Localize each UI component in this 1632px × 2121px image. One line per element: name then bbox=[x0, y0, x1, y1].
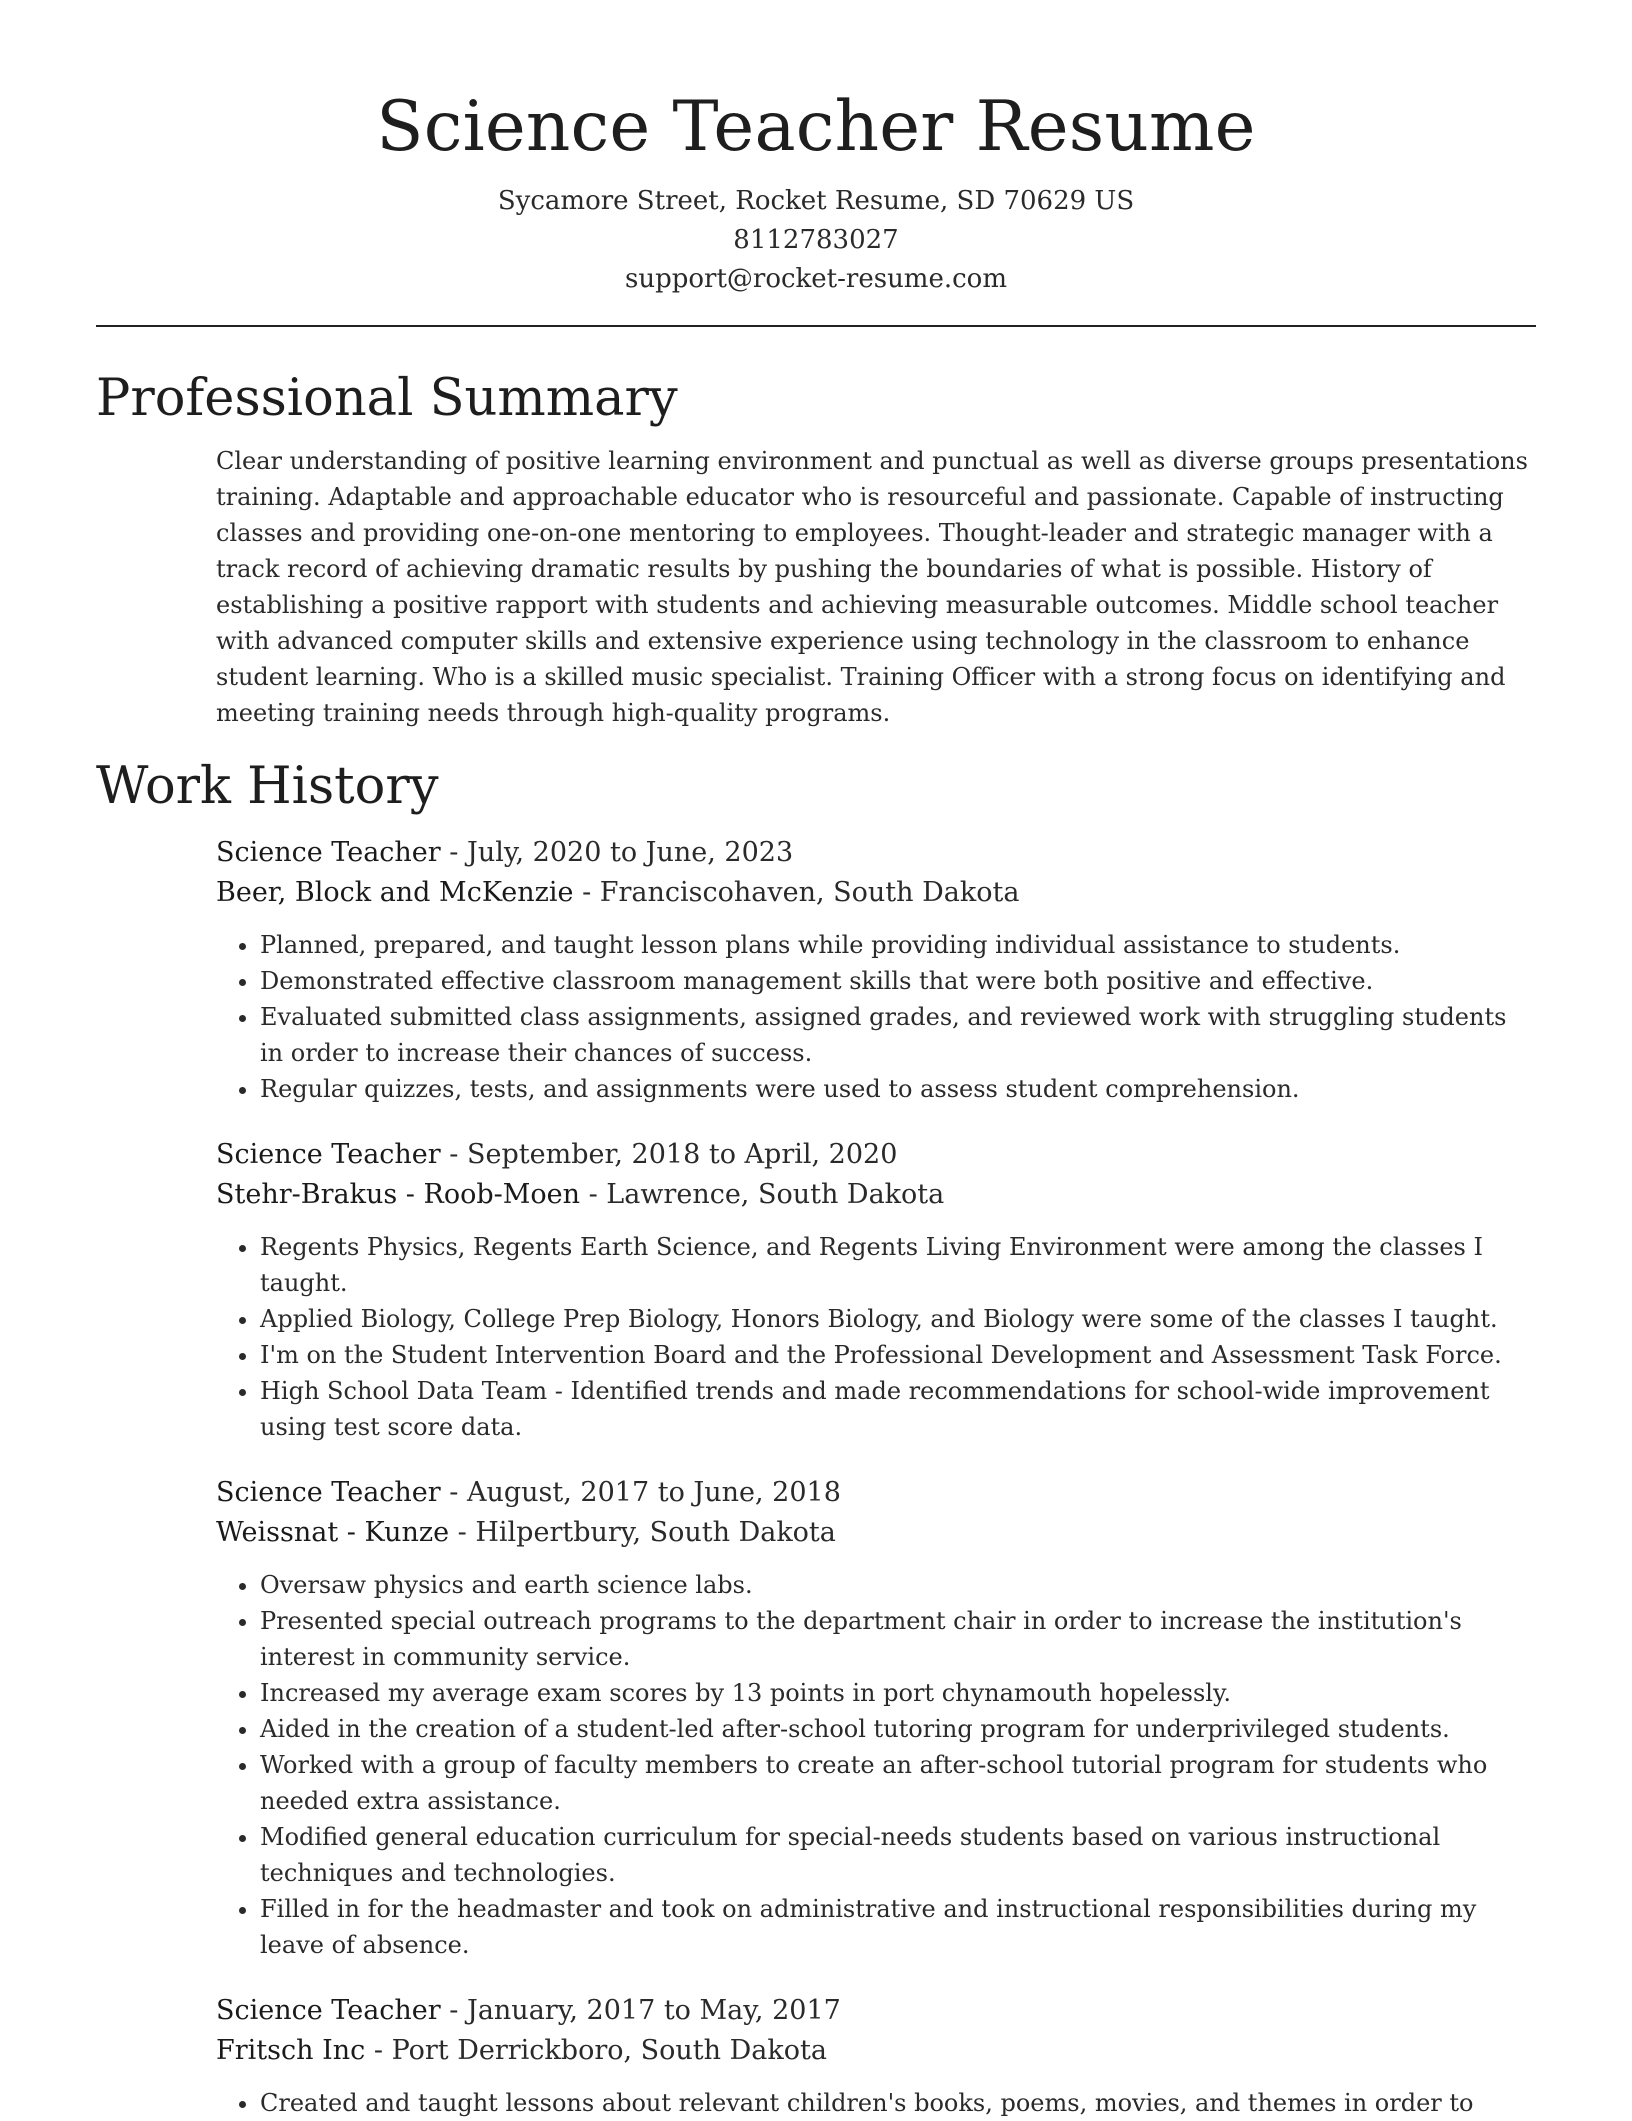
separator: - bbox=[449, 1517, 476, 1548]
job-bullet-list bbox=[216, 2085, 1536, 2121]
job-bullet: • Demonstrated effective classroom management skills that were both positive and effective. bbox=[260, 963, 1536, 999]
job-bullet: • Planned, prepared, and taught lesson plans while providing individual assistance to students. bbox=[260, 927, 1536, 963]
job-company: Weissnat - Kunze bbox=[216, 1517, 450, 1548]
job-dates: July, 2020 to June, 2023 bbox=[467, 837, 794, 868]
resume-page bbox=[96, 0, 1536, 2121]
job-company-line bbox=[216, 873, 1536, 913]
job-bullet: • Filled in for the headmaster and took on administrative and instructional responsibilities during my leave of absence. bbox=[260, 1891, 1536, 1963]
separator: - bbox=[440, 1477, 467, 1508]
job-location: Port Derrickboro, South Dakota bbox=[391, 2035, 827, 2066]
separator: - bbox=[440, 1139, 467, 1170]
resume-title: Science Teacher Resume bbox=[376, 87, 1256, 167]
job-bullet: • I'm on the Student Intervention Board and the Professional Development and Assessment Task Force. bbox=[260, 1337, 1536, 1373]
separator: - bbox=[440, 837, 467, 868]
job-bullet: • Regents Physics, Regents Earth Science, and Regents Living Environment were among the classes I taught. bbox=[260, 1229, 1536, 1301]
job-title-line bbox=[216, 1135, 1536, 1175]
separator: - bbox=[440, 1995, 467, 2026]
summary-text: Clear understanding of positive learning environment and punctual as well as diverse groups presentations training. Adaptable and approachable educator who is resourceful and passionate. Capable of instructing classes and providing one-on-one mentoring to employees. Thought-leader and strategic manager with a track record of achieving dramatic results by pushing the boundaries of what is possible. History of establishing a positive rapport with students and achieving measurable outcomes. Middle school teacher with advanced computer skills and extensive experience using technology in the classroom to enhance student learning. Who is a skilled music specialist. Training Officer with a strong focus on identifying and meeting training needs through high-quality programs. bbox=[216, 447, 1528, 727]
job-dates: August, 2017 to June, 2018 bbox=[467, 1477, 841, 1508]
job-company-line bbox=[216, 1513, 1536, 1553]
job-dates: January, 2017 to May, 2017 bbox=[467, 1995, 841, 2026]
job-bullet: • Evaluated submitted class assignments, assigned grades, and reviewed work with struggling students in order to increase their chances of success. bbox=[260, 999, 1536, 1071]
job-company: Fritsch Inc bbox=[216, 2035, 366, 2066]
job-title-line bbox=[216, 833, 1536, 873]
job-bullet: • Created and taught lessons about relevant children's books, poems, movies, and themes in order to bbox=[260, 2085, 1536, 2121]
header-divider bbox=[96, 325, 1536, 327]
job-bullet: • Regular quizzes, tests, and assignments were used to assess student comprehension. bbox=[260, 1071, 1536, 1107]
job-location: Franciscohaven, South Dakota bbox=[599, 877, 1020, 908]
job-bullet: • Presented special outreach programs to the department chair in order to increase the institution's interest in community service. bbox=[260, 1603, 1536, 1675]
job-bullet: • Increased my average exam scores by 13 points in port chynamouth hopelessly. bbox=[260, 1675, 1536, 1711]
job-position: Science Teacher bbox=[216, 837, 441, 868]
job-position: Science Teacher bbox=[216, 1139, 441, 1170]
separator: - bbox=[580, 1179, 607, 1210]
job-location: Hilpertbury, South Dakota bbox=[475, 1517, 836, 1548]
job-entry bbox=[216, 1135, 1536, 1445]
job-company: Stehr-Brakus - Roob-Moen bbox=[216, 1179, 580, 1210]
job-position: Science Teacher bbox=[216, 1995, 441, 2026]
separator: - bbox=[573, 877, 600, 908]
phone-number: 8112783027 bbox=[733, 225, 899, 255]
work-history-heading: Work History bbox=[96, 757, 439, 816]
email-address: support@rocket-resume.com bbox=[624, 264, 1007, 294]
job-bullet-list bbox=[216, 927, 1536, 1107]
job-bullet: • Oversaw physics and earth science labs. bbox=[260, 1567, 1536, 1603]
summary-heading: Professional Summary bbox=[96, 369, 678, 428]
job-bullet: • Worked with a group of faculty members to create an after-school tutorial program for students who needed extra assistance. bbox=[260, 1747, 1536, 1819]
work-history-list bbox=[216, 833, 1536, 2121]
address: Sycamore Street, Rocket Resume, SD 70629 US bbox=[497, 186, 1135, 216]
job-company-line bbox=[216, 2031, 1536, 2071]
job-entry bbox=[216, 1473, 1536, 1963]
resume-header bbox=[96, 0, 1536, 299]
job-company: Beer, Block and McKenzie bbox=[216, 877, 574, 908]
job-bullet: • Modified general education curriculum for special-needs students based on various instructional techniques and technologies. bbox=[260, 1819, 1536, 1891]
job-location: Lawrence, South Dakota bbox=[606, 1179, 945, 1210]
job-entry bbox=[216, 1991, 1536, 2121]
job-bullet-list bbox=[216, 1567, 1536, 1963]
contact-info bbox=[96, 182, 1536, 299]
job-company-line bbox=[216, 1175, 1536, 1215]
job-title-line bbox=[216, 1991, 1536, 2031]
separator: - bbox=[365, 2035, 392, 2066]
job-bullet-list bbox=[216, 1229, 1536, 1445]
job-bullet: • Aided in the creation of a student-led after-school tutoring program for underprivileged students. bbox=[260, 1711, 1536, 1747]
job-entry bbox=[216, 833, 1536, 1107]
job-title-line bbox=[216, 1473, 1536, 1513]
job-bullet: • High School Data Team - Identified trends and made recommendations for school-wide improvement using test score data. bbox=[260, 1373, 1536, 1445]
job-position: Science Teacher bbox=[216, 1477, 441, 1508]
job-bullet: • Applied Biology, College Prep Biology, Honors Biology, and Biology were some of the classes I taught. bbox=[260, 1301, 1536, 1337]
job-dates: September, 2018 to April, 2020 bbox=[467, 1139, 898, 1170]
